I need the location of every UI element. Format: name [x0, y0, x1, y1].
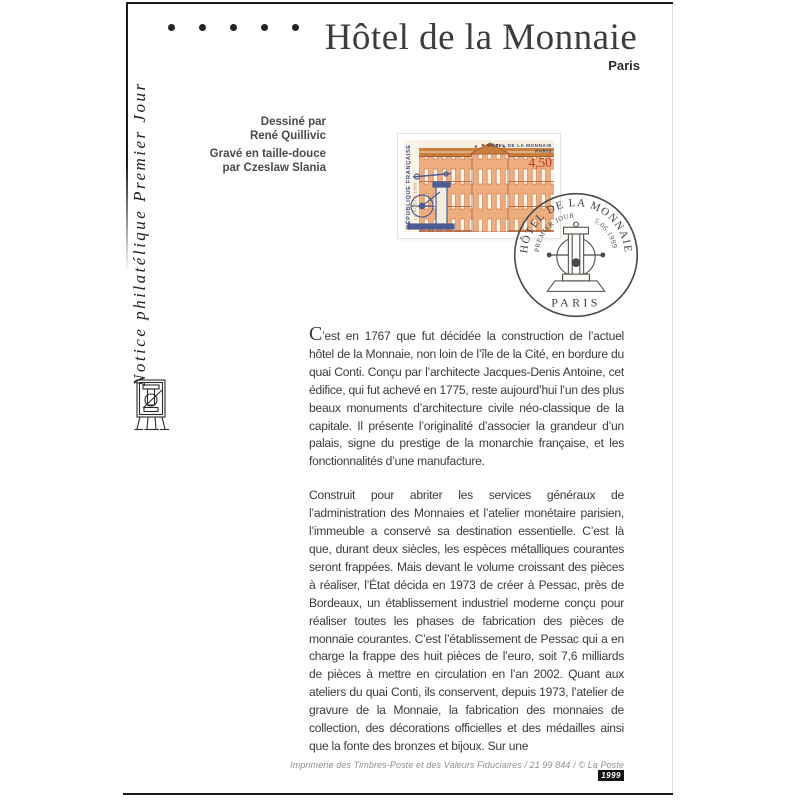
- decorative-dot: [292, 24, 299, 31]
- engraver-credit-line1: Gravé en taille-douce: [209, 148, 326, 160]
- designer-credit-line1: Dessiné par: [260, 116, 326, 128]
- coin-press-icon: [134, 378, 170, 439]
- footer-year-badge: 1999: [598, 770, 624, 781]
- page-edge-right: [672, 4, 673, 793]
- postmark-first-day-label: PREMIER JOUR: [533, 212, 575, 253]
- coin-press-icon-drawing: [134, 378, 170, 434]
- frame-rule-left: [126, 2, 128, 272]
- stamp-imprint-text: LA POSTE 1999: [412, 181, 418, 220]
- page-subtitle: Paris: [608, 58, 640, 73]
- postmark-city: PARIS: [551, 295, 601, 310]
- stamp-caption-city: PARIS: [535, 148, 552, 154]
- footer-imprint-text: Imprimerie des Timbres-Poste et des Valeurs Fiduciaires / 21 99 844 / © La Poste: [290, 760, 624, 770]
- first-day-postmark: [509, 188, 643, 322]
- postmark-arc-text: HÔTEL DE LA MONNAIE: [518, 197, 634, 254]
- paragraph-1: [309, 324, 624, 471]
- header-dots: [168, 24, 308, 31]
- footer-imprint-line: [280, 760, 624, 781]
- frame-rule-top: [126, 2, 673, 4]
- designer-credit-line2: René Quillivic: [249, 129, 326, 142]
- decorative-dot: [261, 24, 268, 31]
- body-text: [309, 324, 624, 756]
- decorative-dot: [168, 24, 175, 31]
- postmark-date: 5.06.1999: [592, 216, 619, 250]
- decorative-dot: [199, 24, 206, 31]
- stamp-country-text: RÉPUBLIQUE FRANÇAISE: [406, 144, 412, 229]
- paragraph-1-initial: C: [309, 323, 323, 345]
- postmark-drawing: [509, 188, 643, 322]
- stamp-caption-text: HÔTEL DE LA MONNAIE: [487, 143, 552, 148]
- frame-rule-bottom: [123, 793, 673, 795]
- postmark-press-drawing: [547, 222, 604, 291]
- engraver-credit-line2: par Czeslaw Slania: [222, 161, 326, 174]
- paragraph-2: Construit pour abriter les services généraux de l’administration des Monnaies et l’atelier monétaire parisien, l’immeuble a conservé sa destination essentielle. C’est là que, durant deux siècles, les espèces métalliques courantes seront frappées. Mais devant le volume croissant des pièces à réaliser, l’État décida en 1973 de créer à Pessac, près de Bordeaux, un établissement industriel moderne conçu pour réaliser toutes les phases de fabrication des pièces de monnaie courantes. C’est l’établissement de Pessac qui a en charge la frappe des huit pièces de l’euro, soit 7,6 milliards de pièces à mettre en circulation en l’an 2002. Quant aux ateliers du quai Conti, ils conservent, depuis 1973, l’atelier de gravure de la Monnaie, la fabrication des monnaies de collection, des décorations officielles et des médailles ainsi que la fonte des bronzes et bijoux. Sur une: [309, 488, 624, 753]
- sidebar-vertical-label: Notice philatélique Premier Jour: [130, 81, 149, 386]
- decorative-dot: [230, 24, 237, 31]
- credits-block: [170, 116, 326, 175]
- page-title: Hôtel de la Monnaie: [324, 17, 638, 58]
- paragraph-1-text: ’est en 1767 que fut décidée la construction de l’actuel hôtel de la Monnaie, non loin de l’île de la Cité, en bordure du quai Conti. Conçu par l’architecte Jacques-Denis Antoine, cet édifice, qui fut achevé en 1775, reste aujourd’hui l’un des plus beaux monuments d’architecture civile néo-classique de la capitale. Il présente l’originalité d’associer la grandeur d’un palais, signe du prestige de la monarchie française, et les fonctionnalités d’une manufacture.: [309, 329, 624, 469]
- stamp-denomination: 4,50: [528, 155, 552, 170]
